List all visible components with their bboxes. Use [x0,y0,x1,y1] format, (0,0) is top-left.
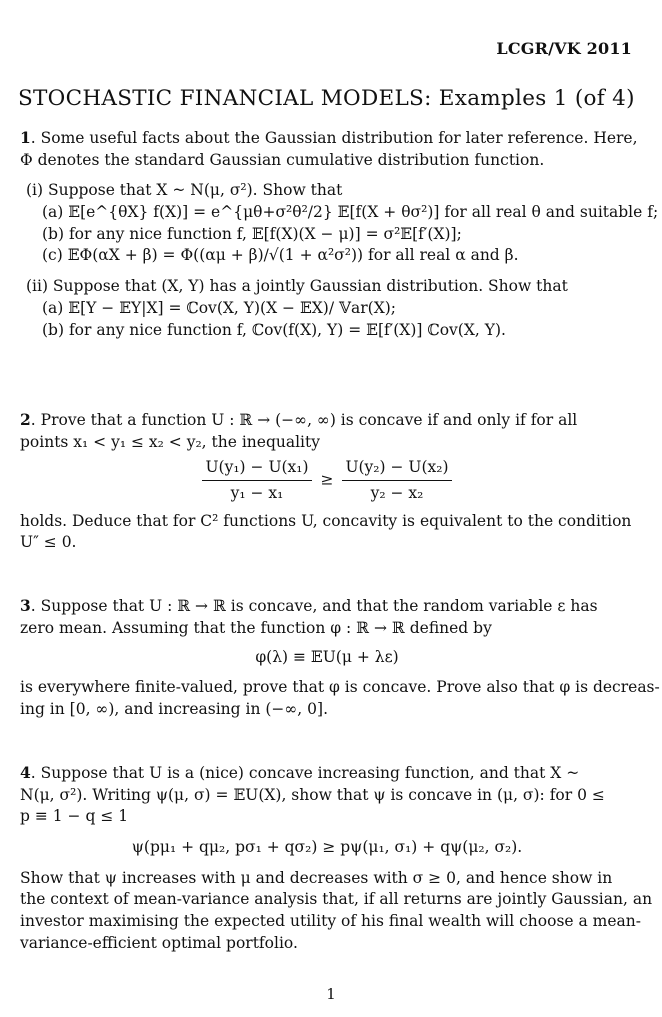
q4-line-1 [20,762,634,785]
q3-line-1 [20,595,634,618]
q1-intro-text-1: . Some useful facts about the Gaussian distribution for later reference. Here, [30,129,638,147]
q4-number: 4 [20,763,31,782]
q2-fraction-right [342,457,451,504]
q2-inequality [20,457,634,504]
q3-text-1: . Suppose that U : ℝ → ℝ is concave, and that the random variable ε has [30,597,598,615]
q2-frac2-numerator: U(y₂) − U(x₂) [342,457,451,481]
q2-line-3: holds. Deduce that for C² functions U, concavity is equivalent to the condition [20,511,632,530]
q1-part-ii-b: (b) for any nice function f, ℂov(f(X), Y) = 𝔼[f′(X)] ℂov(X, Y). [42,320,506,339]
q2-number: 2 [20,410,31,429]
q1-part-i-a: (a) 𝔼[e^{θX} f(X)] = e^{μθ+σ²θ²/2} 𝔼[f(X + θσ²)] for all real θ and suitable f; [42,203,659,222]
q1-part-i-b: (b) for any nice function f, 𝔼[f(X)(X − μ)] = σ²𝔼[f′(X)]; [42,224,462,243]
question-2 [20,409,634,554]
q3-equation: φ(λ) ≡ 𝔼U(μ + λε) [255,648,399,667]
q4-line-3: p ≡ 1 − q ≤ 1 [20,807,129,826]
q1-intro-line-2: Φ denotes the standard Gaussian cumulative distribution function. [20,150,545,169]
q4-line-4: Show that ψ increases with μ and decreases with σ ≥ 0, and hence show in [20,868,613,887]
q3-number: 3 [20,596,31,615]
q4-equation: ψ(pμ₁ + qμ₂, pσ₁ + qσ₂) ≥ pψ(μ₁, σ₁) + qψ(μ₂, σ₂). [131,838,523,857]
q2-line-1 [20,409,634,432]
q3-line-2: zero mean. Assuming that the function φ : ℝ → ℝ defined by [20,618,492,637]
q3-line-4: ing in [0, ∞), and increasing in (−∞, 0]. [20,699,328,718]
q2-line-4: U″ ≤ 0. [20,533,77,552]
q4-line-5: the context of mean-variance analysis that, if all returns are jointly Gaussian, an [20,890,653,909]
q4-line-6: investor maximising the expected utility of his final wealth will choose a mean- [20,912,641,931]
q2-frac1-denominator: y₁ − x₁ [230,484,284,503]
q3-line-3: is everywhere finite-valued, prove that φ is concave. Prove also that φ is decreas- [20,678,660,697]
q1-part-ii-a: (a) 𝔼[Y − 𝔼Y|X] = ℂov(X, Y)(X − 𝔼X)/ 𝕍ar(X); [42,298,397,317]
q2-line-2: points x₁ < y₁ ≤ x₂ < y₂, the inequality [20,432,321,451]
q1-part-i-head: (i) Suppose that X ~ N(μ, σ²). Show that [26,181,343,200]
q2-frac1-numerator: U(y₁) − U(x₁) [202,457,311,481]
question-3 [20,595,660,720]
q1-part-i-c: (c) 𝔼Φ(αX + β) = Φ((αμ + β)/√(1 + α²σ²)) for all real α and β. [42,246,519,265]
q4-line-7: variance-efficient optimal portfolio. [20,933,298,952]
header-reference: LCGR/VK 2011 [496,39,632,58]
q2-frac2-denominator: y₂ − x₂ [370,484,424,503]
q2-fraction-left [202,457,311,504]
question-1 [20,127,659,341]
q1-intro-line-1 [20,127,638,150]
q4-line-2: N(μ, σ²). Writing ψ(μ, σ) = 𝔼U(X), show that ψ is concave in (μ, σ): for 0 ≤ [20,785,605,804]
question-4 [20,762,653,955]
q2-ge-sign: ≥ [320,471,334,490]
q2-text-1: . Prove that a function U : ℝ → (−∞, ∞) is concave if and only if for all [30,411,578,429]
q1-part-ii-head: (ii) Suppose that (X, Y) has a jointly Gaussian distribution. Show that [26,277,568,296]
page-number: 1 [326,985,336,1003]
page-title: STOCHASTIC FINANCIAL MODELS: Examples 1 (of 4) [18,86,635,111]
q1-number: 1 [20,128,31,147]
q4-text-1: . Suppose that U is a (nice) concave increasing function, and that X ~ [30,764,580,782]
